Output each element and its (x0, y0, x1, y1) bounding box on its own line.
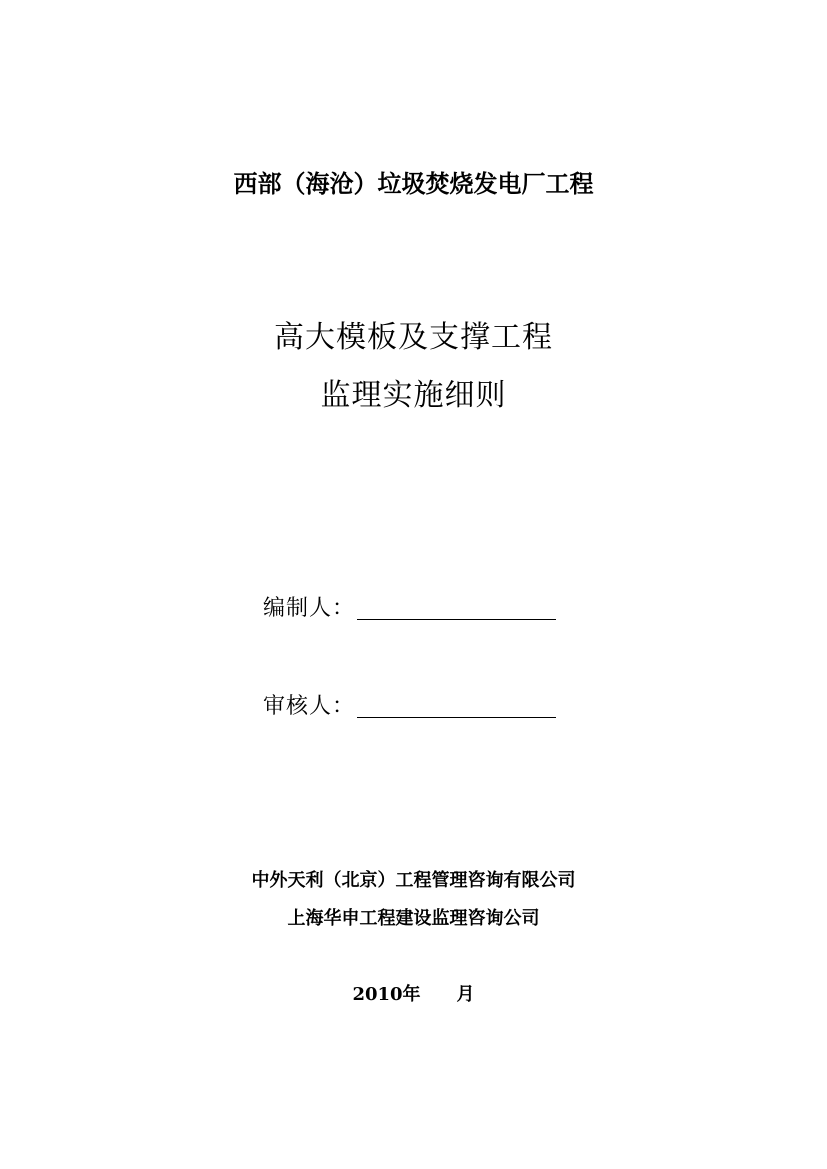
document-title-line-1: 高大模板及支撑工程 (274, 320, 553, 355)
date-month: 月 (456, 984, 475, 1005)
document-date (0, 980, 827, 1006)
compiler-signature-blank (357, 595, 556, 620)
date-year: 2010年 (352, 984, 421, 1005)
compiler-signature-row (263, 590, 556, 624)
reviewer-label: 审核人： (263, 694, 356, 719)
reviewer-signature-row (263, 688, 556, 722)
reviewer-signature-blank (357, 693, 556, 718)
compiler-label: 编制人： (263, 596, 356, 621)
project-title: 西部（海沧）垃圾焚烧发电厂工程 (233, 169, 594, 198)
organization-1: 中外天利（北京）工程管理咨询有限公司 (251, 870, 576, 891)
document-title-line-2: 监理实施细则 (320, 378, 507, 413)
organization-2: 上海华申工程建设监理咨询公司 (287, 908, 540, 929)
